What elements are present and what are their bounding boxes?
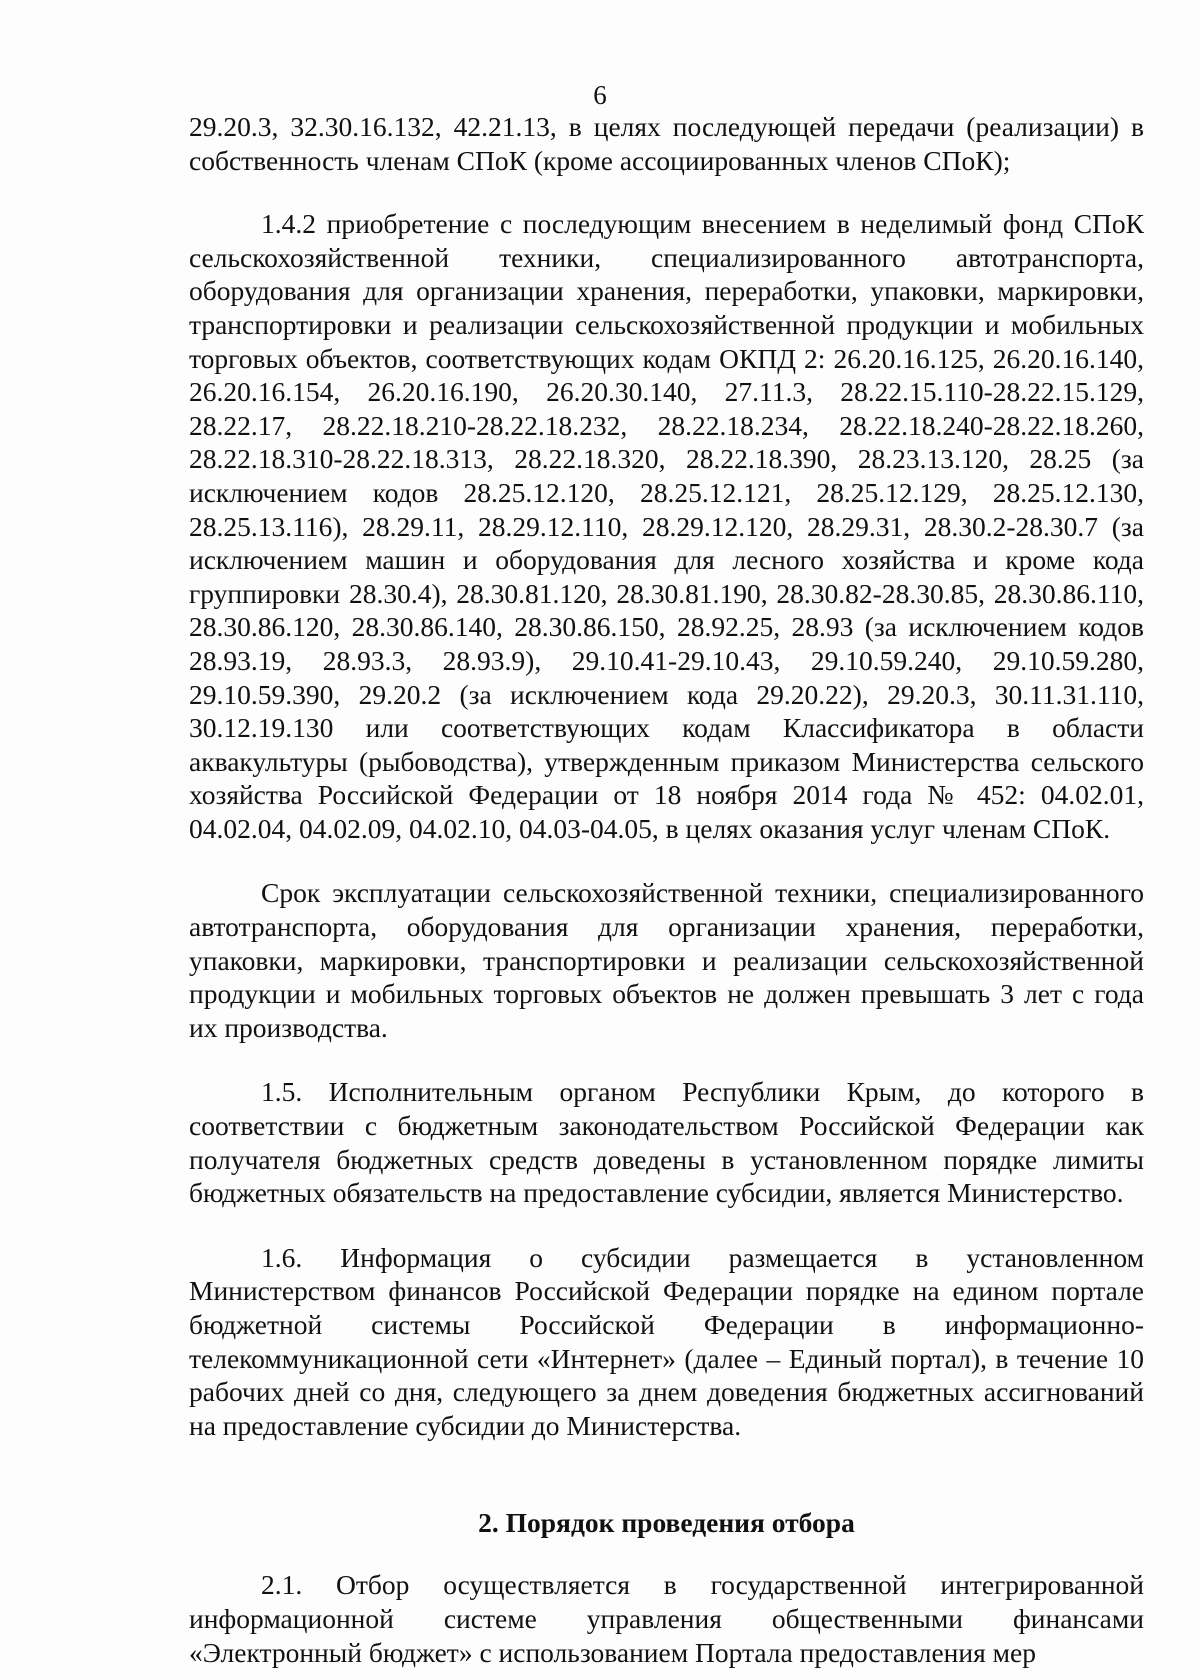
paragraph-1-6: 1.6. Информация о субсидии размещается в установленном Министерством финансов Российской Федерации порядке на едином портале бюджетной системы Российской Федерации в информационно-телекоммуникационной сети «Интернет» (далее – Единый портал), в течение 10 рабочих дней со дня, следующего за днем доведения бюджетных ассигнований на предоставление субсидии до Министерства.: [189, 1241, 1144, 1441]
document-body: [189, 110, 1144, 1669]
paragraph-1-4-2: 1.4.2 приобретение с последующим внесением в неделимый фонд СПоК сельскохозяйственной техники, специализированного автотранспорта, оборудования для организации хранения, переработки, упаковки, маркировки, транспортировки и реализации сельскохозяйственной продукции и мобильных торговых объектов, соответствующих кодам ОКПД 2: 26.20.16.125, 26.20.16.140, 26.20.16.154, 26.20.16.190, 26.20.30.140, 27.11.3, 28.22.15.110-28.22.15.129, 28.22.17, 28.22.18.210-28.22.18.232, 28.22.18.234, 28.22.18.240-28.22.18.260, 28.22.18.310-28.22.18.313, 28.22.18.320, 28.22.18.390, 28.23.13.120, 28.25 (за исключением кодов 28.25.12.120, 28.25.12.121, 28.25.12.129, 28.25.12.130, 28.25.13.116), 28.29.11, 28.29.12.110, 28.29.12.120, 28.29.31, 28.30.2-28.30.7 (за исключением машин и оборудования для лесного хозяйства и кроме кода группировки 28.30.4), 28.30.81.120, 28.30.81.190, 28.30.82-28.30.85, 28.30.86.110, 28.30.86.120, 28.30.86.140, 28.30.86.150, 28.92.25, 28.93 (за исключением кодов 28.93.19, 28.93.3, 28.93.9), 29.10.41-29.10.43, 29.10.59.240, 29.10.59.280, 29.10.59.390, 29.20.2 (за исключением кода 29.20.22), 29.20.3, 30.11.31.110, 30.12.19.130 или соответствующих кодам Классификатора в области аквакультуры (рыбоводства), утвержденным приказом Министерства сельского хозяйства Российской Федерации от 18 ноября 2014 года № 452: 04.02.01, 04.02.04, 04.02.09, 04.02.10, 04.03-04.05, в целях оказания услуг членам СПоК.: [189, 208, 1144, 844]
paragraph-1-5: 1.5. Исполнительным органом Республики Крым, до которого в соответствии с бюджетным законодательством Российской Федерации как получателя бюджетных средств доведены в установленном порядке лимиты бюджетных обязательств на предоставление субсидии, является Министерство.: [189, 1076, 1144, 1209]
page-number: 6: [593, 80, 607, 110]
section-heading: 2. Порядок проведения отбора: [478, 1507, 855, 1539]
paragraph-service-life: Срок эксплуатации сельскохозяйственной техники, специализированного автотранспорта, оборудования для организации хранения, переработки, упаковки, маркировки, транспортировки и реализации сельскохозяйственной продукции и мобильных торговых объектов не должен превышать 3 лет с года их производства.: [189, 877, 1144, 1043]
paragraph-continuation: 29.20.3, 32.30.16.132, 42.21.13, в целях последующей передачи (реализации) в собственность членам СПоК (кроме ассоциированных членов СПоК);: [189, 111, 1144, 176]
paragraph-2-1: 2.1. Отбор осуществляется в государственной интегрированной информационной системе управления общественными финансами «Электронный бюджет» с использованием Портала предоставления мер: [189, 1569, 1144, 1668]
